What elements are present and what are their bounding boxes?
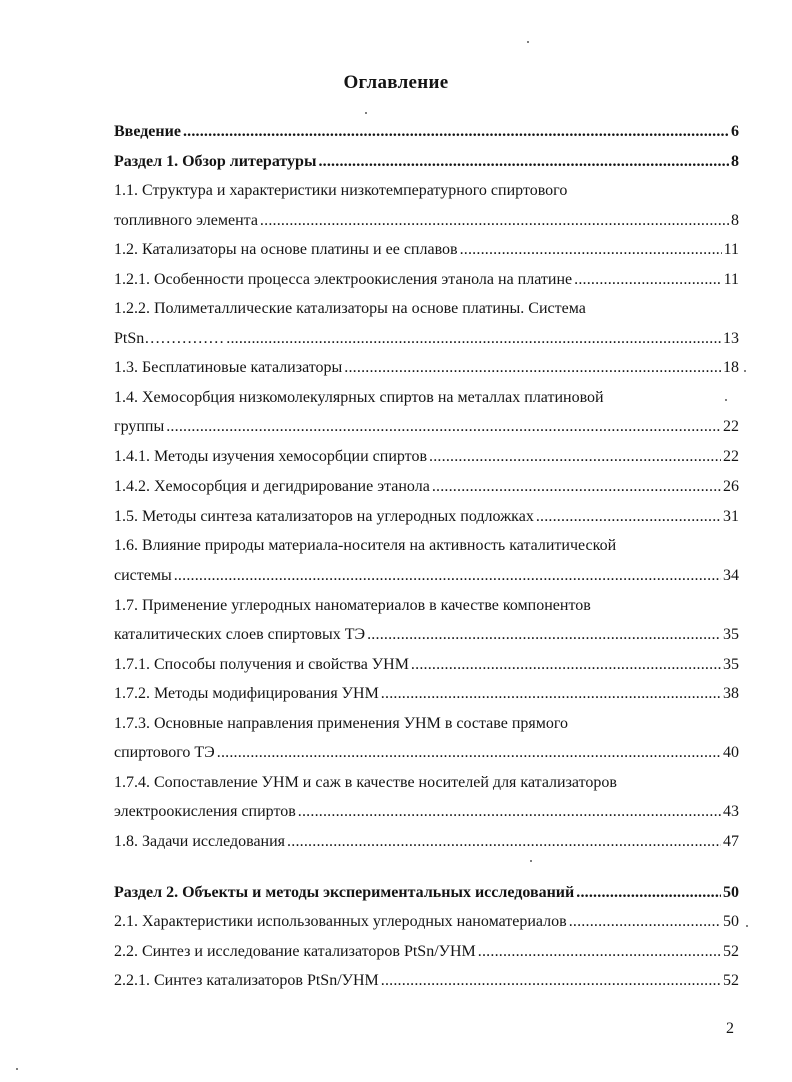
toc-entry-1-4-cont	[114, 416, 739, 438]
toc-entry-page: 22	[723, 418, 739, 435]
toc-entry-1-7-2	[114, 683, 739, 705]
toc-entry-1-4-1	[114, 446, 739, 468]
toc-entry-1-3	[114, 357, 739, 379]
toc-entry-1-2-1	[114, 269, 739, 291]
scan-speck	[16, 1068, 18, 1070]
toc-entry-text: 1.3. Бесплатиновые катализаторы	[114, 359, 343, 376]
toc-entry-1-7-3-cont	[114, 742, 739, 764]
toc-entry-1-5	[114, 506, 739, 528]
toc-entry-1-4-2	[114, 476, 739, 498]
toc-entry-1-7-cont	[114, 624, 739, 646]
toc-entry-text: 1.4.1. Методы изучения хемосорбции спиртов	[114, 448, 428, 465]
toc-entry-text: 1.2.2. Полиметаллические катализаторы на основе платины. Система	[114, 300, 586, 317]
toc-entry-text: 2.2.1. Синтез катализаторов PtSn/УНМ	[114, 972, 379, 989]
toc-entry-1-6-cont	[114, 565, 739, 587]
toc-entry-text: 1.1. Структура и характеристики низкотемпературного спиртового	[114, 182, 568, 199]
toc-entry-text: 1.4.2. Хемосорбция и дегидрирование этанола	[114, 478, 430, 495]
toc-entry-1-6	[114, 535, 739, 557]
toc-entry-text: 1.7. Применение углеродных наноматериалов в качестве компонентов	[114, 597, 591, 614]
toc-entry-text: Раздел 1. Обзор литературы	[114, 153, 317, 170]
toc-entry-page: 40	[723, 744, 739, 761]
toc-entry-text: 1.4. Хемосорбция низкомолекулярных спиртов на металлах платиновой	[114, 389, 604, 406]
toc-entry-page: 34	[723, 567, 739, 584]
toc-leader	[287, 831, 721, 853]
toc-leader	[429, 446, 721, 468]
toc-leader	[478, 941, 721, 963]
toc-entry-text: 2.1. Характеристики использованных углеродных наноматериалов	[114, 913, 567, 930]
toc-entry-1-7-1	[114, 654, 739, 676]
toc-entry-page: 50	[723, 913, 739, 930]
toc-entry-page: 26	[723, 478, 739, 495]
toc-entry-1-1	[114, 180, 739, 202]
scan-speck	[746, 925, 748, 927]
page-title: Оглавление	[343, 72, 449, 93]
toc-leader	[411, 654, 721, 676]
toc-entry-text: 1.5. Методы синтеза катализаторов на углеродных подложках	[114, 508, 534, 525]
toc-leader	[576, 882, 721, 904]
toc-leader	[260, 210, 729, 232]
toc-entry-text: Раздел 2. Объекты и методы экспериментальных исследований	[114, 884, 575, 901]
toc-leader	[166, 416, 721, 438]
scan-speck	[744, 370, 746, 372]
toc-entry-text-cont: электроокисления спиртов	[114, 803, 296, 820]
toc-entry-page: 6	[731, 123, 739, 140]
toc-leader	[460, 239, 722, 261]
toc-entry-page: 13	[723, 330, 739, 347]
toc-entry-1-7-4-cont	[114, 801, 739, 823]
toc-entry-1-2	[114, 239, 739, 261]
toc-leader	[344, 357, 721, 379]
toc-entry-text-cont: спиртового ТЭ	[114, 744, 215, 761]
toc-entry-1-7-4	[114, 772, 739, 794]
toc-entry-page: 22	[723, 448, 739, 465]
scan-speck	[530, 860, 532, 862]
scan-speck	[527, 41, 529, 43]
toc-entry-text-cont: PtSn……………	[114, 330, 225, 347]
toc-entry-page: 43	[723, 803, 739, 820]
toc-entry-1-2-2-cont	[114, 328, 739, 350]
toc-leader	[432, 476, 721, 498]
toc-entry-intro	[114, 121, 739, 143]
toc-entry-text-cont: группы	[114, 418, 165, 435]
toc-leader	[381, 970, 721, 992]
toc-entry-2-2-1	[114, 970, 739, 992]
toc-leader	[367, 624, 721, 646]
toc-entry-text: 1.7.2. Методы модифицирования УНМ	[114, 685, 379, 702]
toc-leader	[183, 121, 729, 143]
toc-entry-2-1	[114, 911, 739, 933]
toc-entry-1-4	[114, 387, 739, 409]
toc-entry-page: 35	[723, 656, 739, 673]
toc-leader	[217, 742, 721, 764]
toc-entry-1-7-3	[114, 713, 739, 735]
scan-speck	[725, 399, 727, 401]
toc-entry-1-1-cont	[114, 210, 739, 232]
toc-leader	[298, 801, 721, 823]
toc-entry-page: 47	[723, 833, 739, 850]
toc-leader	[536, 506, 721, 528]
toc-entry-text: 1.8. Задачи исследования	[114, 833, 286, 850]
toc-entry-1-7	[114, 595, 739, 617]
toc-entry-text: 1.6. Влияние природы материала-носителя на активность каталитической	[114, 537, 617, 554]
toc-entry-text: 1.2. Катализаторы на основе платины и ее сплавов	[114, 241, 458, 258]
toc-entry-section-1	[114, 151, 739, 173]
toc-entry-text: 1.7.3. Основные направления применения УНМ в составе прямого	[114, 715, 569, 732]
toc-entry-text: Введение	[114, 123, 181, 140]
toc-entry-page: 38	[723, 685, 739, 702]
toc-entry-section-2	[114, 882, 739, 904]
scan-speck	[365, 112, 367, 114]
toc-leader	[174, 565, 721, 587]
toc-entry-2-2	[114, 941, 739, 963]
toc-entry-text: 1.2.1. Особенности процесса электроокисления этанола на платине	[114, 271, 573, 288]
toc-leader	[318, 151, 729, 173]
toc-entry-page: 8	[731, 212, 739, 229]
toc-entry-text: 2.2. Синтез и исследование катализаторов PtSn/УНМ	[114, 943, 476, 960]
toc-entry-page: 11	[723, 241, 739, 258]
toc-entry-page: 50	[723, 884, 739, 901]
toc-leader	[569, 911, 721, 933]
toc-entry-page: 31	[723, 508, 739, 525]
toc-entry-text: 1.7.4. Сопоставление УНМ и саж в качестве носителей для катализаторов	[114, 774, 617, 791]
toc-entry-text-cont: каталитических слоев спиртовых ТЭ	[114, 626, 366, 643]
toc-leader	[226, 328, 721, 350]
toc-entry-page: 11	[723, 271, 739, 288]
toc-entry-1-2-2	[114, 298, 739, 320]
toc-entry-page: 18	[723, 359, 739, 376]
toc-entry-page: 52	[723, 943, 739, 960]
page-number: 2	[726, 1020, 734, 1037]
toc-entry-page: 8	[731, 153, 739, 170]
toc-leader	[574, 269, 721, 291]
toc-entry-text: 1.7.1. Способы получения и свойства УНМ	[114, 656, 409, 673]
toc-entry-1-8	[114, 831, 739, 853]
toc-entry-text-cont: топливного элемента	[114, 212, 258, 229]
toc-leader	[381, 683, 721, 705]
toc-entry-text-cont: системы	[114, 567, 172, 584]
toc-entry-page: 35	[723, 626, 739, 643]
toc-entry-page: 52	[723, 972, 739, 989]
